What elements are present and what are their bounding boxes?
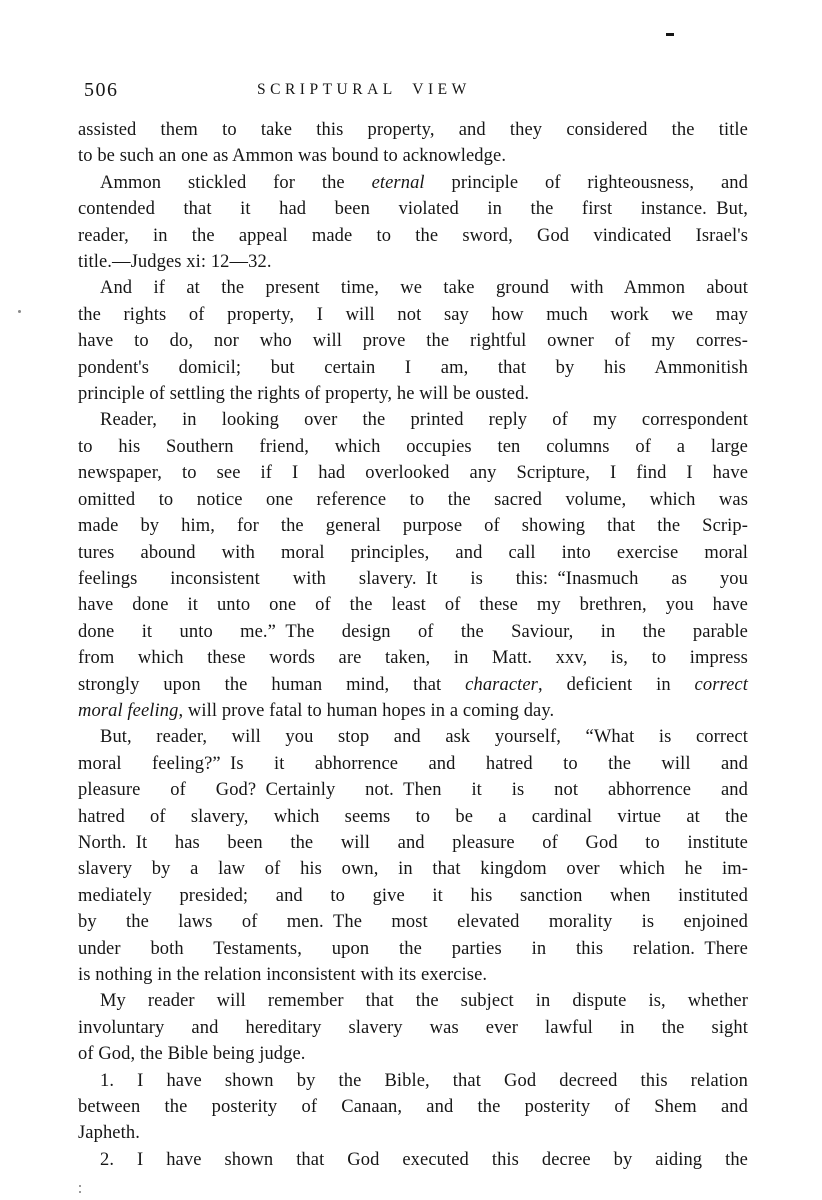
text-line: hatred of slavery, which seems to be a cardinal virtue at the: [78, 806, 748, 827]
text-line: 2. I have shown that God executed this decree by aiding the: [100, 1149, 748, 1170]
text-line: moral feeling, will prove fatal to human hopes in a coming day.: [78, 700, 555, 721]
text-line: under both Testaments, upon the parties in this relation. There: [78, 938, 748, 959]
text-line: My reader will remember that the subject in dispute is, whether: [100, 991, 748, 1012]
text-line: But, reader, will you stop and ask yourself, “What is correct: [100, 727, 748, 748]
text-line: North. It has been the will and pleasure of God to institute: [78, 832, 748, 853]
text-line: the rights of property, I will not say how much work we may: [78, 304, 748, 325]
page-number: 506: [84, 79, 119, 101]
page-header-title: SCRIPTURAL VIEW: [257, 81, 471, 98]
scan-artifact-colon: [79, 1185, 81, 1187]
paragraph: [78, 117, 748, 170]
page-body: [78, 117, 748, 1173]
text-line: Japheth.: [78, 1123, 140, 1144]
paragraph: [78, 724, 748, 988]
text-line: Ammon stickled for the eternal principle of righteousness, and: [100, 172, 748, 193]
text-line: moral feeling?” Is it abhorrence and hatred to the will and: [78, 753, 748, 774]
running-header: [0, 78, 822, 104]
text-line: strongly upon the human mind, that character, deficient in correct: [78, 674, 748, 695]
text-line: to his Southern friend, which occupies ten columns of a large: [78, 436, 748, 457]
text-line: pleasure of God? Certainly not. Then it is not abhorrence and: [78, 780, 748, 801]
paragraph: [78, 1068, 748, 1147]
text-line: from which these words are taken, in Matt. xxv, is, to impress: [78, 648, 748, 669]
text-line: 1. I have shown by the Bible, that God decreed this relation: [100, 1070, 748, 1091]
text-line: involuntary and hereditary slavery was ever lawful in the sight: [78, 1017, 748, 1038]
text-line: Reader, in looking over the printed reply of my correspondent: [100, 410, 748, 431]
text-line: newspaper, to see if I had overlooked any Scripture, I find I have: [78, 463, 748, 484]
paragraph: [78, 170, 748, 276]
text-line: between the posterity of Canaan, and the posterity of Shem and: [78, 1097, 748, 1118]
text-line: feelings inconsistent with slavery. It is this: “Inasmuch as you: [78, 568, 748, 589]
text-line: have done it unto one of the least of these my brethren, you have: [78, 595, 748, 616]
text-line: And if at the present time, we take ground with Ammon about: [100, 278, 748, 299]
text-line: done it unto me.” The design of the Saviour, in the parable: [78, 621, 748, 642]
text-line: is nothing in the relation inconsistent with its exercise.: [78, 965, 488, 985]
text-line: reader, in the appeal made to the sword, God vindicated Israel's: [78, 225, 748, 246]
text-line: principle of settling the rights of property, he will be ousted.: [78, 384, 530, 405]
text-line: mediately presided; and to give it his sanction when instituted: [78, 885, 748, 906]
text-line: to be such an one as Ammon was bound to acknowledge.: [78, 146, 507, 167]
text-line: omitted to notice one reference to the sacred volume, which was: [78, 489, 748, 510]
text-line: assisted them to take this property, and they considered the title: [78, 120, 748, 140]
paragraph: [78, 407, 748, 724]
text-line: by the laws of men. The most elevated morality is enjoined: [78, 912, 748, 933]
scan-artifact-dash: [666, 33, 674, 36]
text-line: title.—Judges xi: 12—32.: [78, 252, 272, 273]
text-line: tures abound with moral principles, and call into exercise moral: [78, 542, 748, 563]
text-line: made by him, for the general purpose of showing that the Scrip-: [78, 516, 748, 537]
text-line: have to do, nor who will prove the rightful owner of my corres-: [78, 331, 748, 352]
text-line: contended that it had been violated in the first instance. But,: [78, 199, 748, 220]
paragraph: [78, 988, 748, 1067]
scan-artifact-dot: [18, 310, 21, 313]
text-line: slavery by a law of his own, in that kingdom over which he im-: [78, 859, 748, 880]
paragraph: [78, 275, 748, 407]
paragraph: [78, 1147, 748, 1173]
text-line: of God, the Bible being judge.: [78, 1044, 306, 1065]
text-line: pondent's domicil; but certain I am, that by his Ammonitish: [78, 357, 748, 378]
